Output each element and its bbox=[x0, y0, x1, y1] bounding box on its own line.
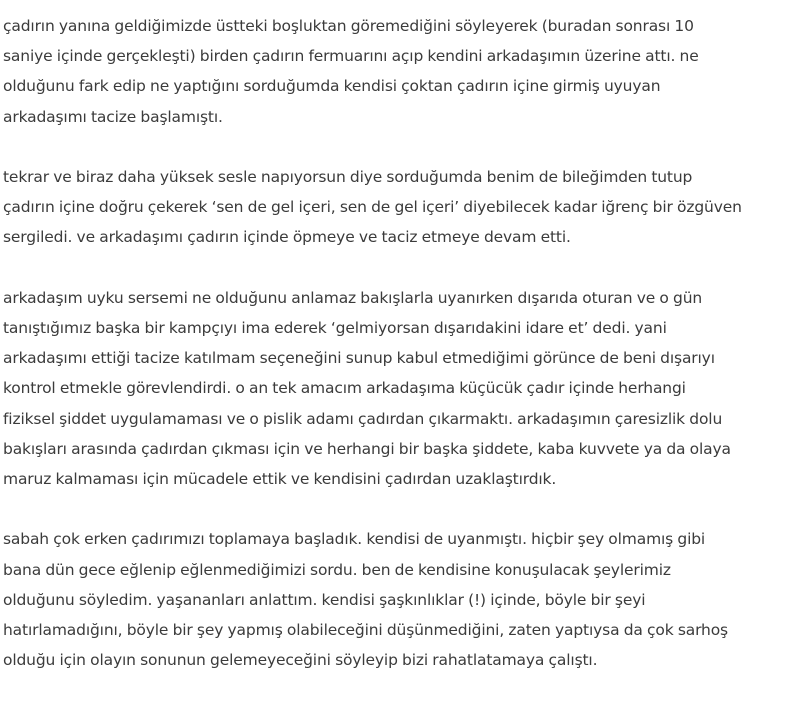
text-line: sergiledi. ve arkadaşımı çadırın içinde öpmeye ve taciz etmeye devam etti. bbox=[3, 228, 571, 247]
text-line: bakışları arasında çadırdan çıkması için ve herhangi bir başka şiddete, kaba kuvvete ya da olaya bbox=[3, 439, 731, 458]
text-line: tanıştığımız başka bir kampçıyı ima ederek ‘gelmiyorsan dışarıdakini idare et’ dedi. yani bbox=[3, 319, 667, 337]
text-line: arkadaşımı tacize başlamıştı. bbox=[3, 107, 223, 126]
text-line: kontrol etmekle görevlendirdi. o an tek amacım arkadaşıma küçücük çadır içinde herhangi bbox=[3, 379, 686, 398]
text-line: arkadaşımı ettiği tacize katılmam seçeneğini sunup kabul etmediğimi görünce de beni dışarıyı bbox=[3, 349, 715, 368]
text-line: fiziksel şiddet uygulamaması ve o pislik adamı çadırdan çıkarmaktı. arkadaşımın çaresizlik dolu bbox=[3, 409, 723, 428]
text-line: sabah çok erken çadırımızı toplamaya başladık. kendisi de uyanmıştı. hiçbir şey olmamış gibi bbox=[3, 530, 706, 549]
text-line: saniye içinde gerçekleşti) birden çadırın fermuarını açıp kendini arkadaşımın üzerine attı. ne bbox=[3, 47, 699, 66]
text-line: çadırın yanına geldiğimizde üstteki boşluktan göremediğini söyleyerek (buradan sonrası 10 bbox=[3, 17, 694, 35]
entry-paragraph-3 bbox=[3, 283, 806, 494]
entry-content bbox=[3, 11, 806, 706]
entry-paragraph-2 bbox=[3, 162, 806, 253]
text-line: tekrar ve biraz daha yüksek sesle napıyorsun diye sorduğumda benim de bileğimden tutup bbox=[3, 168, 693, 186]
text-line: olduğunu söyledim. yaşananları anlattım. kendisi şaşkınlıklar (!) içinde, böyle bir şeyi bbox=[3, 590, 646, 609]
text-line: olduğu için olayın sonunun gelemeyeceğini söyleyip bizi rahatlatamaya çalıştı. bbox=[3, 651, 598, 670]
entry-paragraph-4 bbox=[3, 524, 806, 675]
entry-paragraph-1 bbox=[3, 11, 806, 132]
text-line: olduğunu fark edip ne yaptığını sorduğumda kendisi çoktan çadırın içine girmiş uyuyan bbox=[3, 77, 661, 96]
text-line: hatırlamadığını, böyle bir şey yapmış olabileceğini düşünmediğini, zaten yaptıysa da çok sarhoş bbox=[3, 621, 728, 640]
text-line: arkadaşım uyku sersemi ne olduğunu anlamaz bakışlarla uyanırken dışarıda oturan ve o gün bbox=[3, 288, 703, 307]
text-line: çadırın içine doğru çekerek ‘sen de gel içeri, sen de gel içeri’ diyebilecek kadar iğrenç bir özgüven bbox=[3, 198, 742, 217]
text-line: bana dün gece eğlenip eğlenmediğimizi sordu. ben de kendisine konuşulacak şeylerimiz bbox=[3, 560, 671, 579]
text-line: maruz kalmaması için mücadele ettik ve kendisini çadırdan uzaklaştırdık. bbox=[3, 470, 557, 489]
